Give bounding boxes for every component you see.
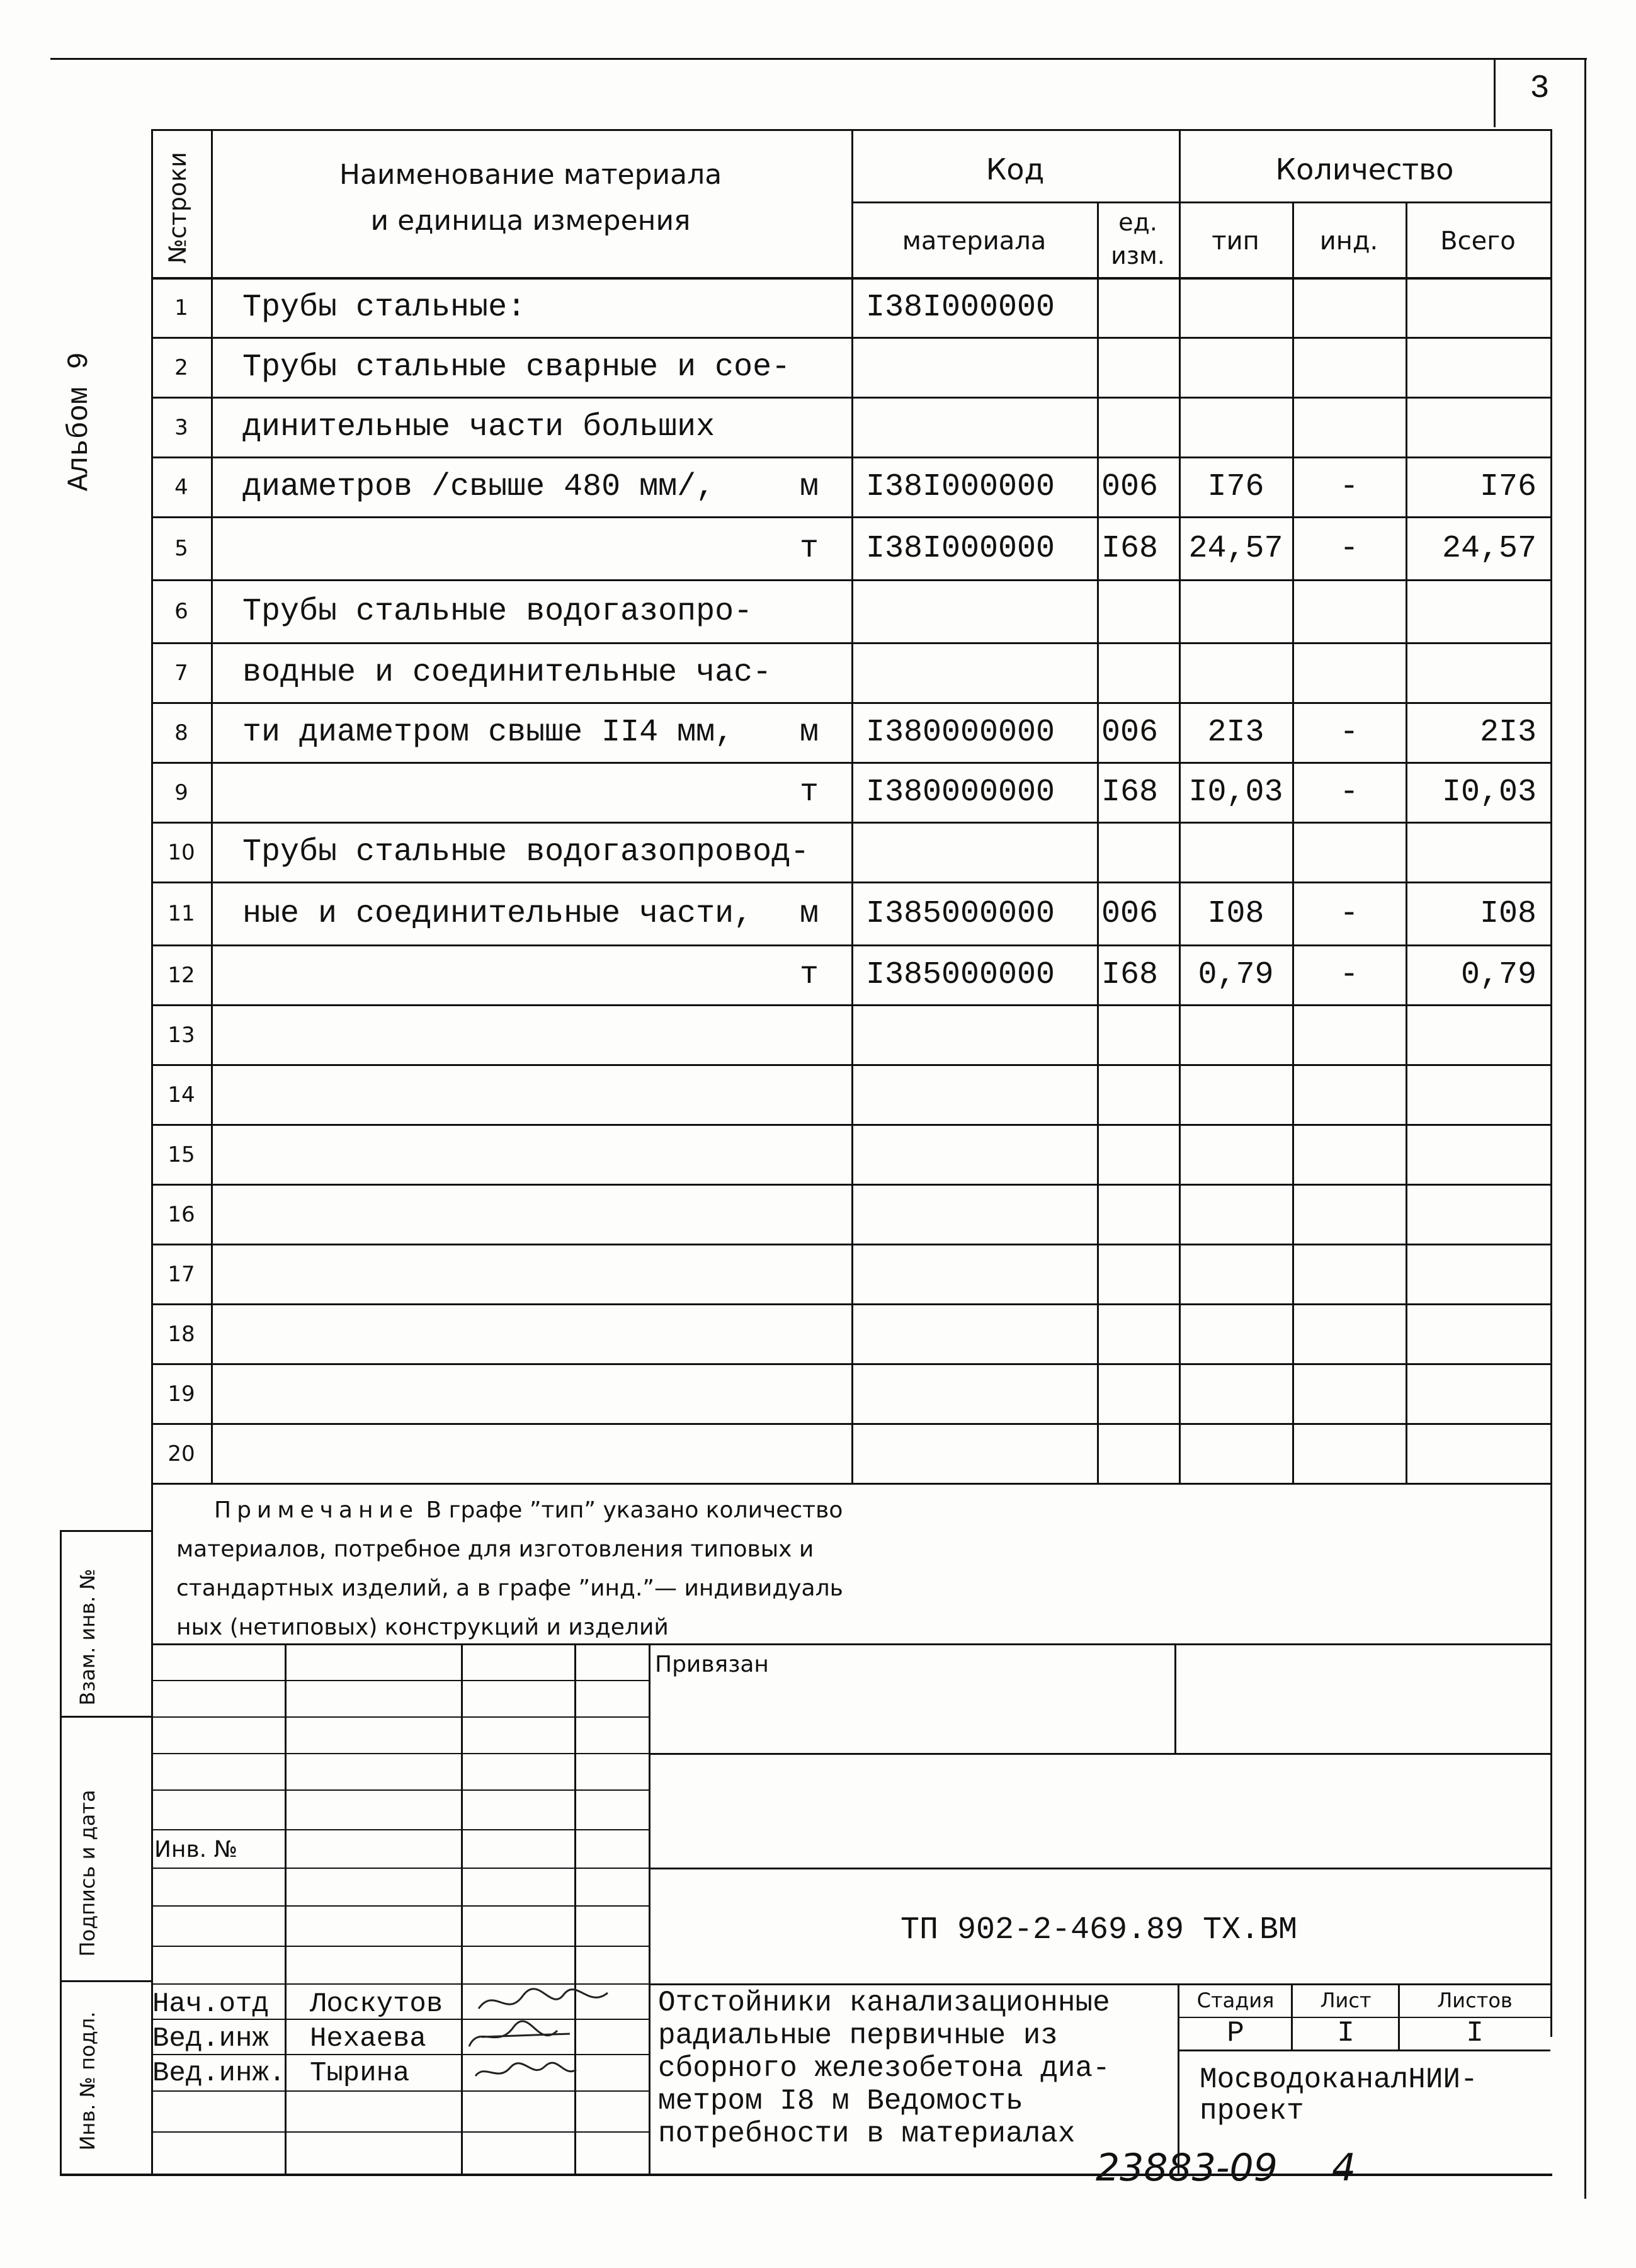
side-label-inv-podl: Инв. № подл. [76, 2011, 99, 2151]
row-number: 2 [174, 354, 188, 380]
person-name-3: Тырина [310, 2057, 410, 2089]
unit-code [1099, 1246, 1178, 1302]
row-number: 19 [168, 1381, 195, 1407]
row-rule [151, 944, 1552, 946]
qty-total [1407, 339, 1549, 395]
unit-code [1099, 339, 1178, 395]
row-rule [151, 882, 1552, 883]
material-code: I38I000000 [866, 290, 1055, 326]
qty-type [1181, 399, 1291, 455]
material-name [242, 1426, 809, 1482]
stamp-row-rule [649, 1868, 1550, 1869]
unit-code: I68 [1101, 774, 1159, 810]
person-name-1: Лоскутов [310, 1988, 443, 2020]
row-number: 16 [168, 1201, 195, 1227]
page-number: 3 [1530, 69, 1550, 107]
material-unit [749, 1007, 838, 1063]
stamp-row-rule [151, 2131, 649, 2133]
row-number: 8 [174, 720, 188, 746]
qty-type [1181, 1007, 1291, 1063]
side-label-vzam: Взам. инв. № [76, 1568, 99, 1706]
unit-code [1099, 1007, 1178, 1063]
document-title-line-3: сборного железобетона диа- [658, 2052, 1110, 2085]
row-rule [151, 1064, 1552, 1066]
qty-ind: - [1339, 774, 1359, 810]
stamp-column-rule [461, 1643, 463, 2174]
qty-ind [1294, 280, 1404, 336]
row-rule [151, 337, 1552, 339]
qty-type [1181, 1366, 1291, 1422]
material-name: водные и соединительные час- [242, 655, 772, 691]
qty-total: 0,79 [1460, 957, 1537, 993]
material-name [242, 519, 809, 578]
album-label: Альбом 9 [63, 352, 96, 491]
material-code [853, 645, 1096, 701]
row-rule [151, 516, 1552, 518]
material-name: ные и соединительные части, [242, 895, 753, 932]
material-name [242, 1007, 809, 1063]
side-strip-left [60, 1530, 62, 2174]
qty-total: I08 [1479, 895, 1537, 932]
qty-type [1181, 645, 1291, 701]
material-unit: м [799, 469, 819, 505]
qty-ind [1294, 1246, 1404, 1302]
material-unit [749, 1126, 838, 1182]
material-unit [749, 1246, 838, 1302]
unit-code [1099, 1366, 1178, 1422]
sheets-label: Листов [1437, 1988, 1513, 2012]
stamp-row-rule [151, 1753, 649, 1754]
qty-ind [1294, 339, 1404, 395]
material-unit: т [799, 774, 819, 810]
note [176, 1491, 1530, 1647]
material-name [242, 1306, 809, 1362]
document-title-line-4: метром I8 м Ведомость [658, 2085, 1023, 2118]
material-name: динительные части больших [242, 409, 715, 445]
row-number: 18 [168, 1321, 195, 1347]
qty-type [1181, 1126, 1291, 1182]
qty-total: I0,03 [1441, 774, 1537, 810]
qty-type [1181, 1426, 1291, 1482]
unit-code [1099, 1306, 1178, 1362]
material-code [853, 582, 1096, 641]
material-unit: т [799, 957, 819, 993]
material-code: I38I000000 [866, 530, 1055, 567]
qty-ind [1294, 1007, 1404, 1063]
signature-2 [463, 2018, 582, 2056]
qty-ind: - [1339, 957, 1359, 993]
material-code [853, 1186, 1096, 1242]
material-unit [749, 1186, 838, 1242]
header-qty-ind: инд. [1319, 226, 1378, 256]
qty-ind [1294, 1186, 1404, 1242]
qty-total [1407, 1007, 1549, 1063]
qty-ind [1294, 645, 1404, 701]
material-name [242, 1067, 809, 1123]
row-rule [151, 762, 1552, 764]
row-number: 17 [168, 1261, 195, 1287]
qty-ind [1294, 582, 1404, 641]
document-title-line-1: Отстойники канализационные [658, 1987, 1110, 2019]
material-name [242, 1186, 809, 1242]
material-name [242, 1366, 809, 1422]
row-number: 15 [168, 1142, 195, 1167]
stamp-row-rule [151, 1680, 649, 1681]
note-line3: стандартных изделий, а в графе ”инд.”— индивидуаль [176, 1575, 843, 1601]
qty-total [1407, 824, 1549, 880]
material-unit [749, 339, 838, 395]
qty-ind [1294, 1306, 1404, 1362]
unit-code [1099, 824, 1178, 880]
header-code-material: материала [902, 226, 1047, 256]
qty-ind: - [1339, 530, 1359, 567]
row-number: 4 [174, 474, 188, 500]
header-quantity: Количество [1275, 152, 1454, 186]
header-code: Код [986, 152, 1045, 186]
unit-code [1099, 1067, 1178, 1123]
person-role-2: Вед.инж [152, 2022, 269, 2055]
qty-type [1181, 339, 1291, 395]
unit-code: 006 [1101, 895, 1159, 932]
qty-total [1407, 1366, 1549, 1422]
qty-ind: - [1339, 895, 1359, 932]
stamp-row-rule [151, 1789, 649, 1791]
material-name: Трубы стальные водогазопро- [242, 593, 753, 630]
qty-type: 24,57 [1188, 530, 1283, 567]
header-qty-type: тип [1212, 226, 1259, 256]
material-unit [749, 1426, 838, 1482]
row-rule [151, 822, 1552, 824]
material-unit [749, 824, 838, 880]
unit-code [1099, 1426, 1178, 1482]
row-rule [151, 456, 1552, 458]
archive-page: 4 [1332, 2146, 1356, 2190]
qty-total [1407, 1126, 1549, 1182]
material-unit: м [799, 715, 819, 751]
material-code [853, 399, 1096, 455]
row-number: 5 [174, 536, 188, 561]
material-unit: м [799, 895, 819, 932]
row-number: 14 [168, 1082, 195, 1108]
qty-total: 2I3 [1479, 715, 1537, 751]
header-row-no: №строки [164, 152, 191, 264]
stamp-row-rule [649, 1753, 1550, 1755]
material-name [242, 1126, 809, 1182]
material-code: I380000000 [866, 715, 1055, 751]
table-right-border [1550, 129, 1552, 2037]
material-code [853, 1067, 1096, 1123]
material-unit [749, 1067, 838, 1123]
qty-type [1181, 1306, 1291, 1362]
qty-total [1407, 1067, 1549, 1123]
material-name: ти диаметром свыше II4 мм, [242, 715, 734, 751]
privyazan-label: Привязан [655, 1651, 769, 1677]
stamp-row-rule [151, 1829, 649, 1830]
qty-type: I0,03 [1188, 774, 1283, 810]
header-code-unit-1: ед. [1118, 208, 1157, 236]
qty-total [1407, 1246, 1549, 1302]
table-bottom-border [151, 1483, 1552, 1485]
material-code [853, 1126, 1096, 1182]
row-rule [151, 702, 1552, 704]
note-label: Примечание [214, 1497, 419, 1523]
side-label-podpis: Подпись и дата [76, 1789, 99, 1957]
header-name-line2: и единица измерения [370, 205, 691, 237]
note-line4: ных (нетиповых) конструкций и изделий [176, 1614, 669, 1640]
document-title-line-2: радиальные первичные из [658, 2019, 1058, 2052]
side-strip-rule [60, 1530, 151, 1532]
stage-label: Стадия [1196, 1988, 1275, 2012]
material-name [242, 947, 809, 1003]
qty-total [1407, 399, 1549, 455]
row-number: 13 [168, 1022, 195, 1048]
qty-type [1181, 1186, 1291, 1242]
qty-ind [1294, 1126, 1404, 1182]
stamp-column-rule [285, 1643, 287, 2174]
document-code: ТП 902-2-469.89 ТХ.ВМ [900, 1912, 1298, 1948]
qty-total [1407, 1426, 1549, 1482]
material-unit [749, 582, 838, 641]
qty-total [1407, 1306, 1549, 1362]
qty-ind: - [1339, 469, 1359, 505]
qty-type [1181, 582, 1291, 641]
unit-code [1099, 399, 1178, 455]
stamp-row-rule [1178, 2050, 1550, 2051]
row-number: 10 [168, 839, 195, 865]
material-name [242, 1246, 809, 1302]
row-rule [151, 1004, 1552, 1006]
stamp-row-rule [151, 1868, 649, 1869]
qty-total [1407, 582, 1549, 641]
unit-code: 006 [1101, 715, 1159, 751]
qty-type [1181, 280, 1291, 336]
row-number: 9 [174, 780, 188, 805]
qty-ind [1294, 824, 1404, 880]
unit-code [1099, 1186, 1178, 1242]
row-number: 1 [174, 295, 188, 320]
unit-code [1099, 582, 1178, 641]
signature-1 [475, 1983, 620, 2021]
row-rule [151, 1184, 1552, 1186]
qty-type [1181, 824, 1291, 880]
note-line1: В графе ”тип” указано количество [419, 1497, 843, 1523]
stamp-row-rule [151, 1716, 649, 1718]
material-code [853, 1366, 1096, 1422]
row-number: 7 [174, 660, 188, 686]
row-rule [151, 1124, 1552, 1126]
archive-number: 23883-09 [1096, 2146, 1278, 2190]
person-name-2: Нехаева [310, 2022, 426, 2055]
qty-ind: - [1339, 715, 1359, 751]
unit-code: I68 [1101, 530, 1159, 567]
document-title [658, 1987, 1181, 2150]
material-unit [749, 1366, 838, 1422]
qty-type: I08 [1207, 895, 1264, 932]
row-rule [151, 397, 1552, 399]
qty-ind [1294, 1366, 1404, 1422]
header-mid-rule [851, 201, 1552, 203]
stamp-row-rule [151, 1946, 649, 1947]
unit-code: I68 [1101, 957, 1159, 993]
row-rule [151, 1423, 1552, 1425]
document-title-line-5: потребности в материалах [658, 2118, 1076, 2150]
stamp-row-rule [151, 2090, 649, 2092]
material-name [242, 764, 809, 820]
row-number: 6 [174, 599, 188, 624]
qty-ind [1294, 399, 1404, 455]
unit-code: 006 [1101, 469, 1159, 505]
qty-ind [1294, 1426, 1404, 1482]
unit-code [1099, 645, 1178, 701]
stamp-top-rule [151, 1643, 1552, 1645]
stamp-row-rule [151, 1905, 649, 1907]
material-code [853, 1007, 1096, 1063]
material-name: Трубы стальные сварные и сое- [242, 349, 791, 385]
material-unit [749, 280, 838, 336]
qty-type: 0,79 [1198, 957, 1274, 993]
material-unit [749, 1306, 838, 1362]
column-rule [211, 129, 213, 1483]
qty-total: I76 [1479, 469, 1537, 505]
row-rule [151, 642, 1552, 644]
qty-type [1181, 1246, 1291, 1302]
sheet-label: Лист [1320, 1988, 1372, 2012]
material-unit [749, 645, 838, 701]
row-number: 20 [168, 1441, 195, 1466]
note-line2: материалов, потребное для изготовления типовых и [176, 1536, 814, 1562]
row-number: 3 [174, 414, 188, 440]
inv-no-label: Инв. № [154, 1836, 238, 1863]
qty-type: I76 [1207, 469, 1264, 505]
material-code [853, 339, 1096, 395]
organization-line-2: проект [1200, 2095, 1304, 2128]
material-name: Трубы стальные водогазопровод- [242, 834, 810, 870]
material-name: Трубы стальные: [242, 290, 526, 326]
signature-3 [469, 2054, 589, 2089]
material-code: I385000000 [866, 895, 1055, 932]
header-code-unit-2: изм. [1111, 241, 1165, 269]
row-rule [151, 579, 1552, 581]
stamp-column-rule [1174, 1643, 1176, 1753]
person-role-3: Вед.инж. [152, 2057, 286, 2089]
material-code: I385000000 [866, 957, 1055, 993]
material-unit [749, 399, 838, 455]
sheets-value: I [1466, 2017, 1484, 2050]
row-number: 11 [168, 901, 195, 926]
material-code: I38I000000 [866, 469, 1055, 505]
material-name: диаметров /свыше 480 мм/, [242, 469, 715, 505]
row-rule [151, 1363, 1552, 1365]
row-rule [151, 1244, 1552, 1245]
person-role-1: Нач.отд [152, 1988, 269, 2020]
qty-total [1407, 645, 1549, 701]
material-code [853, 1306, 1096, 1362]
qty-type [1181, 1067, 1291, 1123]
material-code [853, 824, 1096, 880]
material-unit: т [799, 530, 819, 567]
sheet-value: I [1337, 2017, 1355, 2050]
qty-total: 24,57 [1441, 530, 1537, 567]
qty-ind [1294, 1067, 1404, 1123]
row-number: 12 [168, 962, 195, 988]
unit-code [1099, 1126, 1178, 1182]
header-name-line1: Наименование материала [339, 159, 722, 191]
material-code [853, 1246, 1096, 1302]
qty-total [1407, 280, 1549, 336]
material-code: I380000000 [866, 774, 1055, 810]
row-rule [151, 1303, 1552, 1305]
material-code [853, 1426, 1096, 1482]
header-qty-total: Всего [1440, 226, 1516, 256]
organization-line-1: МосводоканалНИИ- [1200, 2063, 1478, 2096]
qty-total [1407, 1186, 1549, 1242]
stamp-column-rule [574, 1643, 576, 2174]
qty-type: 2I3 [1207, 715, 1264, 751]
stage-value: Р [1227, 2017, 1244, 2050]
unit-code [1099, 280, 1178, 336]
organization [1200, 2064, 1552, 2127]
